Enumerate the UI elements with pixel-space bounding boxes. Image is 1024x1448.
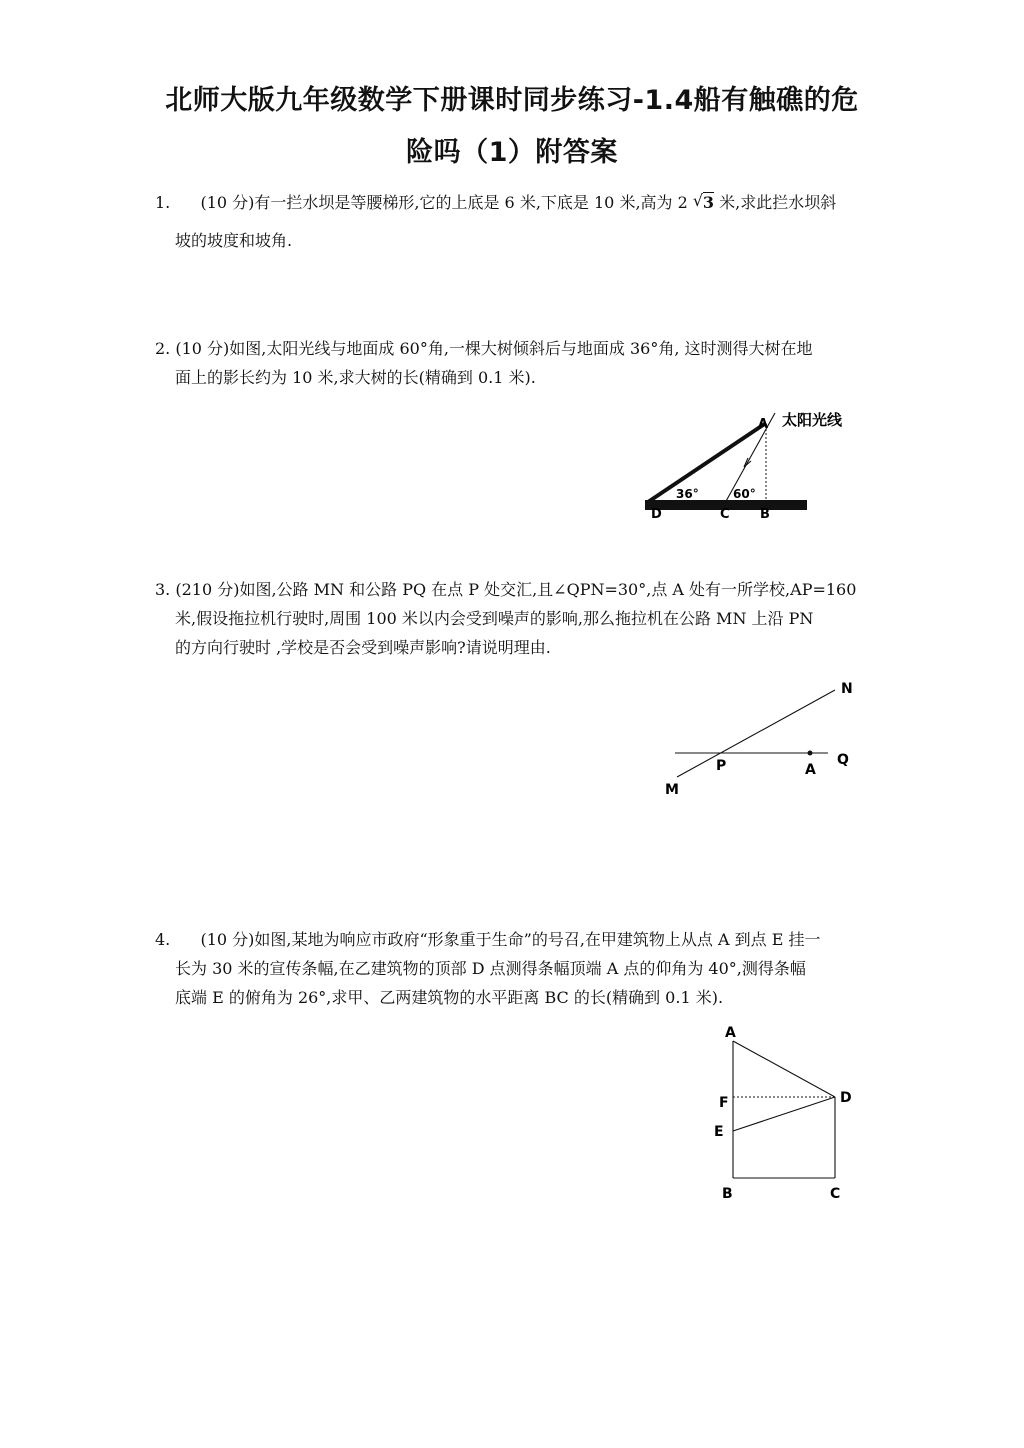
label-b-bottom: B bbox=[722, 1186, 733, 1202]
question-4-line-2: 长为 30 米的宣传条幅,在乙建筑物的顶部 D 点测得条幅顶端 A 点的仰角为 40°,测得条幅 bbox=[175, 959, 806, 978]
label-b: B bbox=[760, 507, 770, 522]
sqrt-symbol: √ 3 bbox=[692, 191, 715, 212]
line-ed bbox=[733, 1097, 835, 1131]
label-f: F bbox=[719, 1095, 729, 1111]
document-title-line-1: 北师大版九年级数学下册课时同步练习-1.4船有触礁的危 bbox=[165, 85, 859, 116]
label-a: A bbox=[758, 417, 769, 432]
line-ad bbox=[733, 1041, 835, 1097]
label-p: P bbox=[716, 758, 727, 774]
label-d-top: D bbox=[840, 1090, 852, 1106]
question-1-text-after-radical: 米,求此拦水坝斜 bbox=[719, 193, 837, 212]
label-m: M bbox=[665, 782, 679, 798]
label-a-top: A bbox=[725, 1025, 736, 1041]
question-1-number: 1. bbox=[155, 193, 171, 212]
label-q: Q bbox=[837, 752, 849, 768]
label-e: E bbox=[714, 1124, 724, 1140]
question-4-line-3: 底端 E 的俯角为 26°,求甲、乙两建筑物的水平距离 BC 的长(精确到 0.1 米). bbox=[175, 988, 724, 1007]
label-angle-36: 36° bbox=[676, 487, 699, 501]
question-1-line-2: 坡的坡度和坡角. bbox=[175, 231, 293, 250]
label-angle-60: 60° bbox=[733, 487, 756, 501]
question-4-line-1-text: (10 分)如图,某地为响应市政府“形象重于生命”的号召,在甲建筑物上从点 A 到点 E 挂一 bbox=[200, 930, 821, 949]
question-2-line-2: 面上的影长约为 10 米,求大树的长(精确到 0.1 米). bbox=[175, 368, 536, 387]
label-a-school: A bbox=[805, 762, 816, 778]
label-c-bottom: C bbox=[830, 1186, 841, 1202]
question-3-line-1: 3. (210 分)如图,公路 MN 和公路 PQ 在点 P 处交汇,且∠QPN=30°,点 A 处有一所学校,AP=160 bbox=[155, 580, 857, 599]
document-title-line-2: 险吗（1）附答案 bbox=[406, 137, 618, 168]
question-3-line-2: 米,假设拖拉机行驶时,周围 100 米以内会受到噪声的影响,那么拖拉机在公路 MN 上沿 PN bbox=[175, 609, 814, 628]
question-1-text-before-radical: (10 分)有一拦水坝是等腰梯形,它的上底是 6 米,下底是 10 米,高为 2 bbox=[200, 193, 688, 212]
label-d: D bbox=[651, 507, 662, 522]
label-sun-ray: 太阳光线 bbox=[782, 411, 843, 429]
radical-value: 3 bbox=[702, 193, 715, 212]
label-c: C bbox=[720, 507, 730, 522]
label-n: N bbox=[841, 681, 853, 697]
question-4-number: 4. bbox=[155, 930, 171, 949]
question-2-line-1: 2. (10 分)如图,太阳光线与地面成 60°角,一棵大树倾斜后与地面成 36°角, 这时测得大树在地 bbox=[155, 339, 813, 358]
question-3-line-3: 的方向行驶时 ,学校是否会受到噪声影响?请说明理由. bbox=[175, 638, 551, 657]
